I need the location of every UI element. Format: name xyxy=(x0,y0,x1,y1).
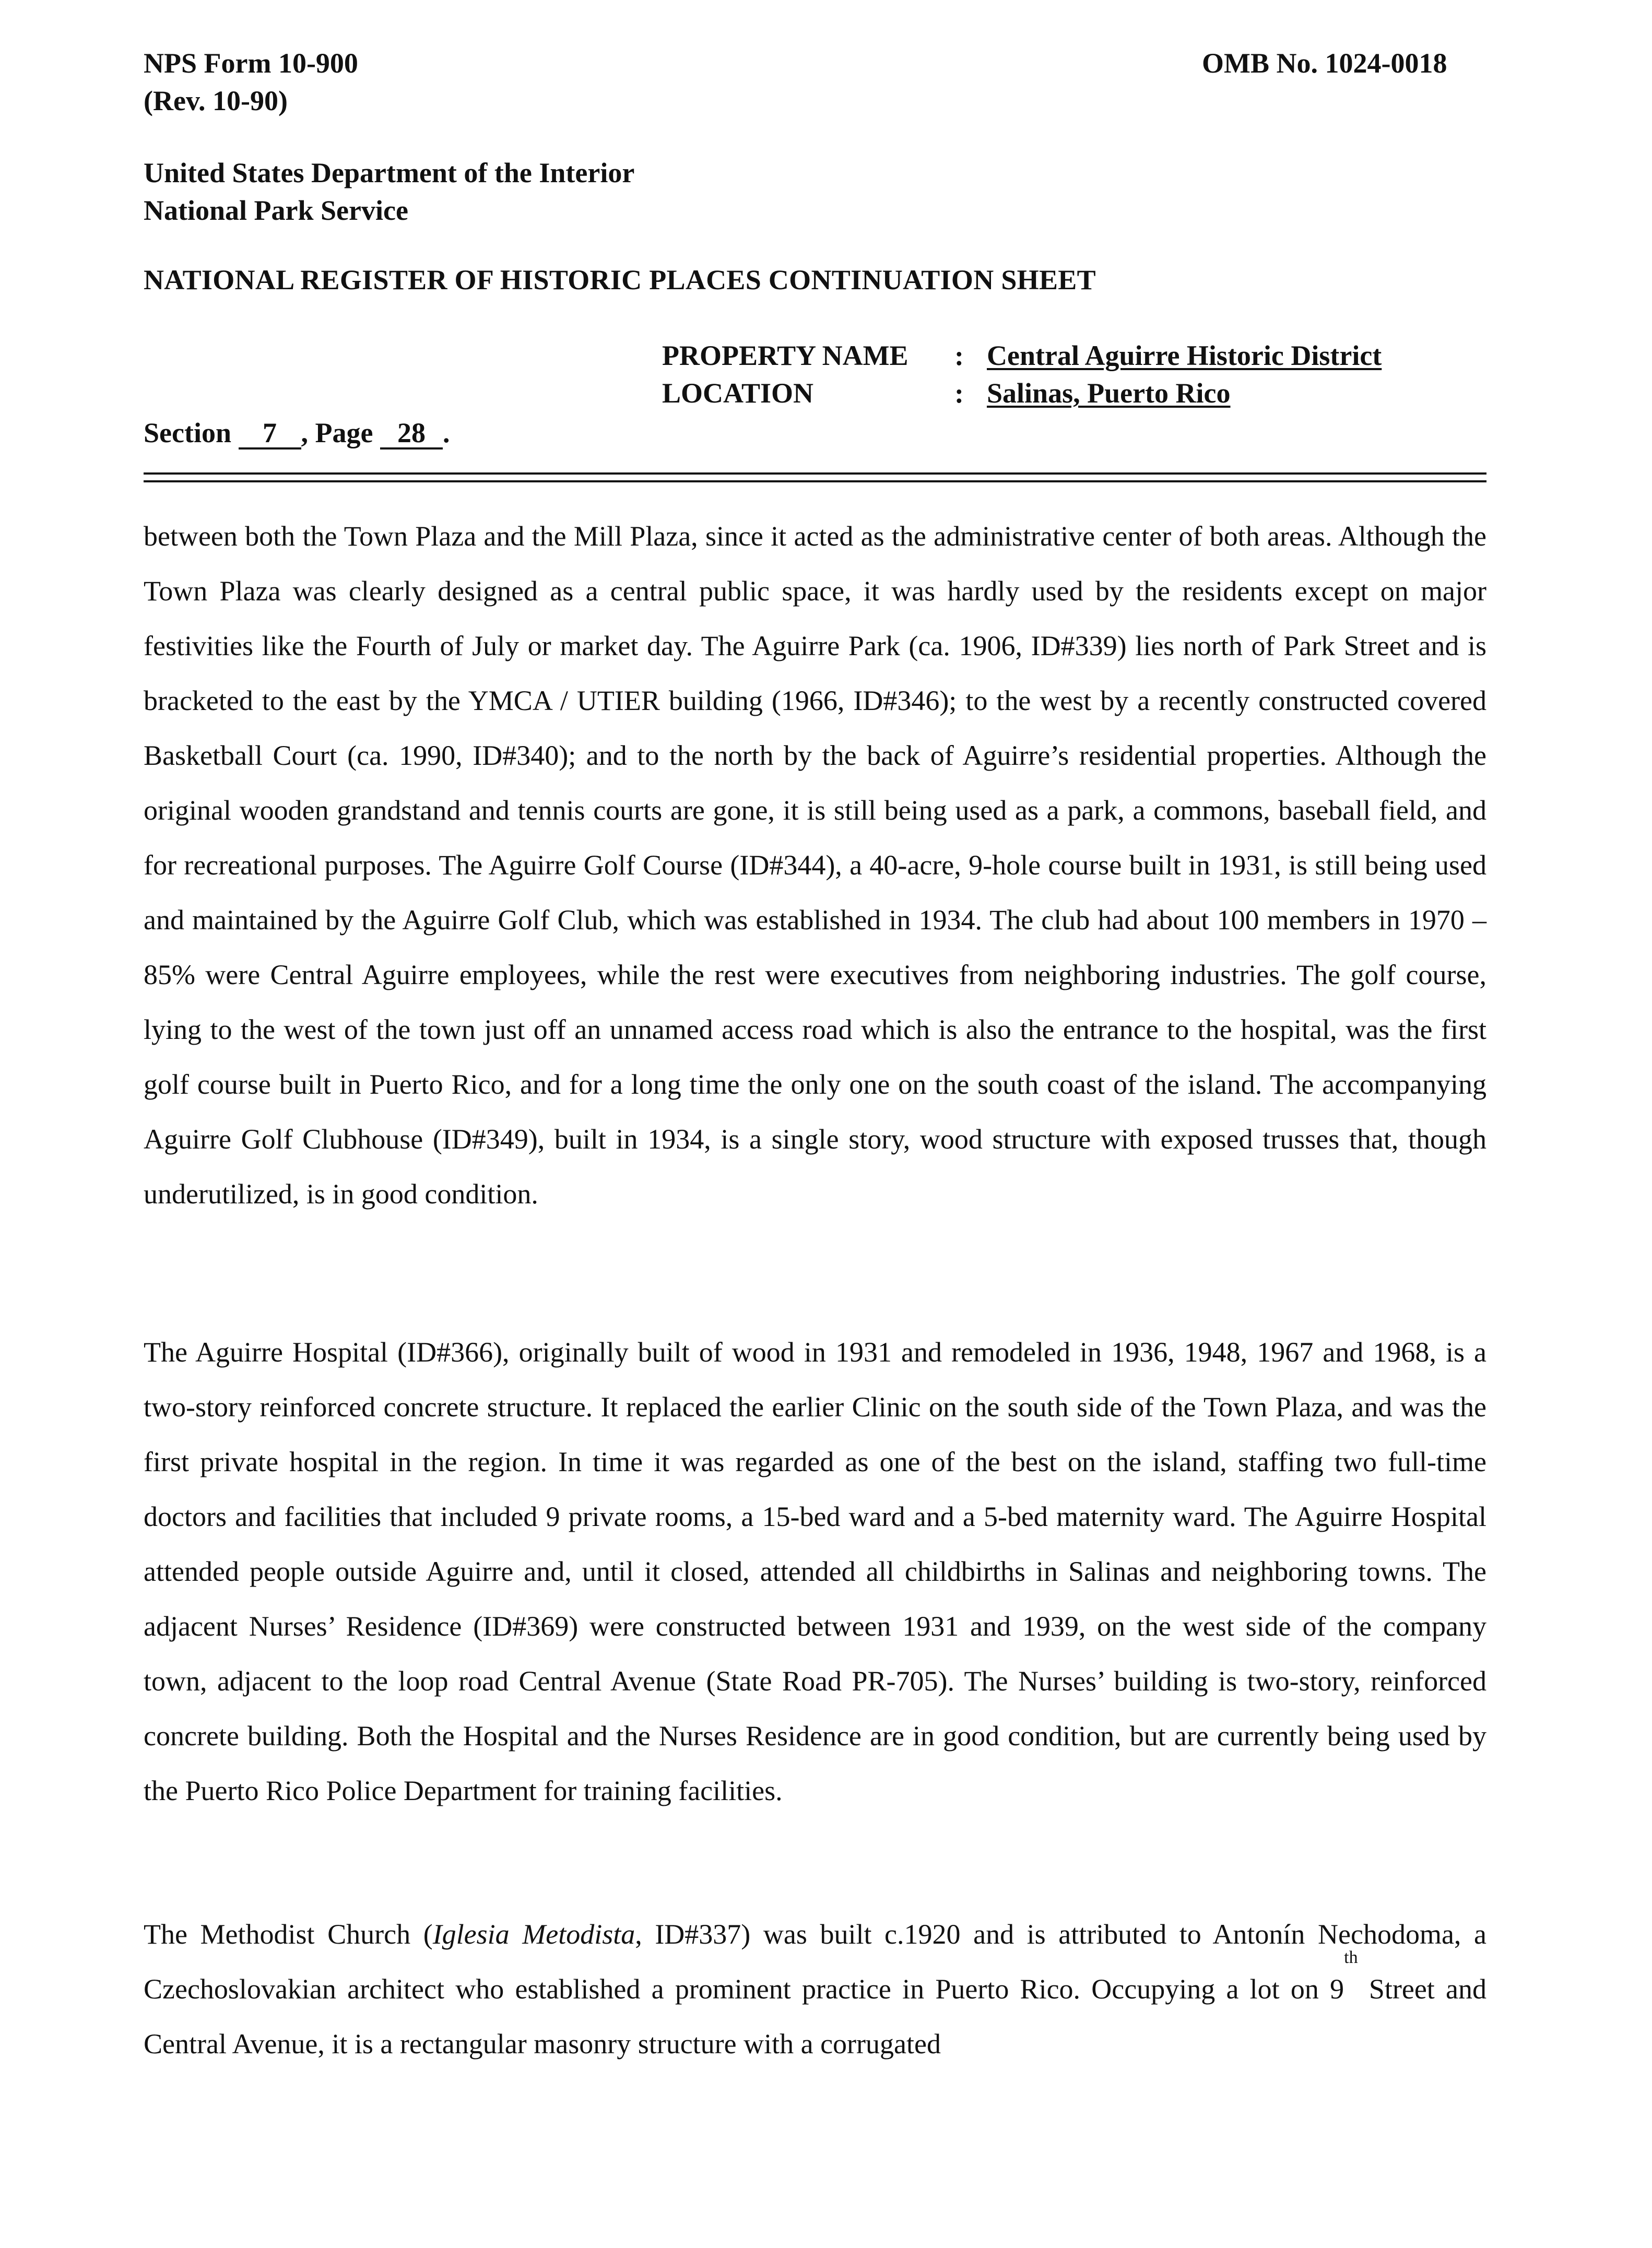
form-revision: (Rev. 10-90) xyxy=(144,85,288,116)
section-number: 7 xyxy=(239,418,301,449)
document-title: NATIONAL REGISTER OF HISTORIC PLACES CONTINUATION SHEET xyxy=(144,264,1096,295)
location-value: Salinas, Puerto Rico xyxy=(987,377,1231,409)
section-page-line xyxy=(144,414,450,452)
period: . xyxy=(442,417,450,448)
section-label: Section xyxy=(144,417,231,448)
body-paragraph-2: The Aguirre Hospital (ID#366), originally built of wood in 1931 and remodeled in 1936, 1948, 1967 and 1968, is a two-story reinforced concrete structure. It replaced the earlier Clinic on the south side of the Town Plaza, and was the first private hospital in the region. In time it was regarded as one of the best on the island, staffing two full-time doctors and facilities that included 9 private rooms, a 15-bed ward and a 5-bed maternity ward. The Aguirre Hospital attended people outside Aguirre and, until it closed, attended all childbirths in Salinas and neighboring towns. The adjacent Nurses’ Residence (ID#369) were constructed between 1931 and 1939, on the west side of the company town, adjacent to the loop road Central Avenue (State Road PR-705). The Nurses’ building is two-story, reinforced concrete building. Both the Hospital and the Nurses Residence are in good condition, but are currently being used by the Puerto Rico Police Department for training facilities. xyxy=(144,1336,1486,1806)
colon: : xyxy=(954,377,964,409)
location-label: LOCATION xyxy=(662,377,814,409)
paragraph-3-text-c: Street and Central Avenue, it is a rectangular masonry structure with a corrugated xyxy=(144,1973,1486,2060)
property-info xyxy=(662,337,1382,412)
property-name-value: Central Aguirre Historic District xyxy=(987,340,1382,371)
paragraph-3-text-b: , ID#337) was built c.1920 and is attributed to Antonín Nechodoma, a Czechoslovakian architect who established a prominent practice in Puerto Rico. Occupying a lot on 9 xyxy=(144,1919,1486,2005)
body-paragraph-1: between both the Town Plaza and the Mill Plaza, since it acted as the administrative center of both areas. Although the Town Plaza was clearly designed as a central public space, it was hardly used by the residents except on major festivities like the Fourth of July or market day. The Aguirre Park (ca. 1906, ID#339) lies north of Park Street and is bracketed to the east by the YMCA / UTIER building (1966, ID#346); to the west by a recently constructed covered Basketball Court (ca. 1990, ID#340); and to the north by the back of Aguirre’s residential properties. Although the original wooden grandstand and tennis courts are gone, it is still being used as a park, a commons, baseball field, and for recreational purposes. The Aguirre Golf Course (ID#344), a 40-acre, 9-hole course built in 1931, is still being used and maintained by the Aguirre Golf Club, which was established in 1934. The club had about 100 members in 1970 – 85% were Central Aguirre employees, while the rest were executives from neighboring industries. The golf course, lying to the west of the town just off an unnamed access road which is also the entrance to the hospital, was the first golf course built in Puerto Rico, and for a long time the only one on the south coast of the island. The accompanying Aguirre Golf Clubhouse (ID#349), built in 1934, is a single story, wood structure with exposed trusses that, though underutilized, is in good condition. xyxy=(144,520,1486,1210)
agency-block xyxy=(144,154,634,229)
service-name: National Park Service xyxy=(144,195,408,226)
paragraph-3-text-a: The Methodist Church ( xyxy=(144,1919,433,1950)
omb-number: OMB No. 1024-0018 xyxy=(1202,48,1447,79)
page-number: 28 xyxy=(380,418,443,449)
form-identifier xyxy=(144,44,358,120)
department-name: United States Department of the Interior xyxy=(144,157,635,188)
page-label: Page xyxy=(315,417,373,448)
property-name-label: PROPERTY NAME xyxy=(662,340,908,371)
body-paragraph-3 xyxy=(144,1907,1486,2072)
property-name-row xyxy=(662,337,1382,374)
colon: : xyxy=(954,340,964,371)
comma-separator: , xyxy=(301,417,308,448)
location-row xyxy=(662,374,1382,412)
form-number: NPS Form 10-900 xyxy=(144,48,358,79)
iglesia-metodista-italic: Iglesia Metodista xyxy=(432,1919,635,1950)
ordinal-superscript: th xyxy=(1344,1948,1358,1967)
header-rule-bottom xyxy=(144,480,1486,482)
header-rule-top xyxy=(144,472,1486,475)
